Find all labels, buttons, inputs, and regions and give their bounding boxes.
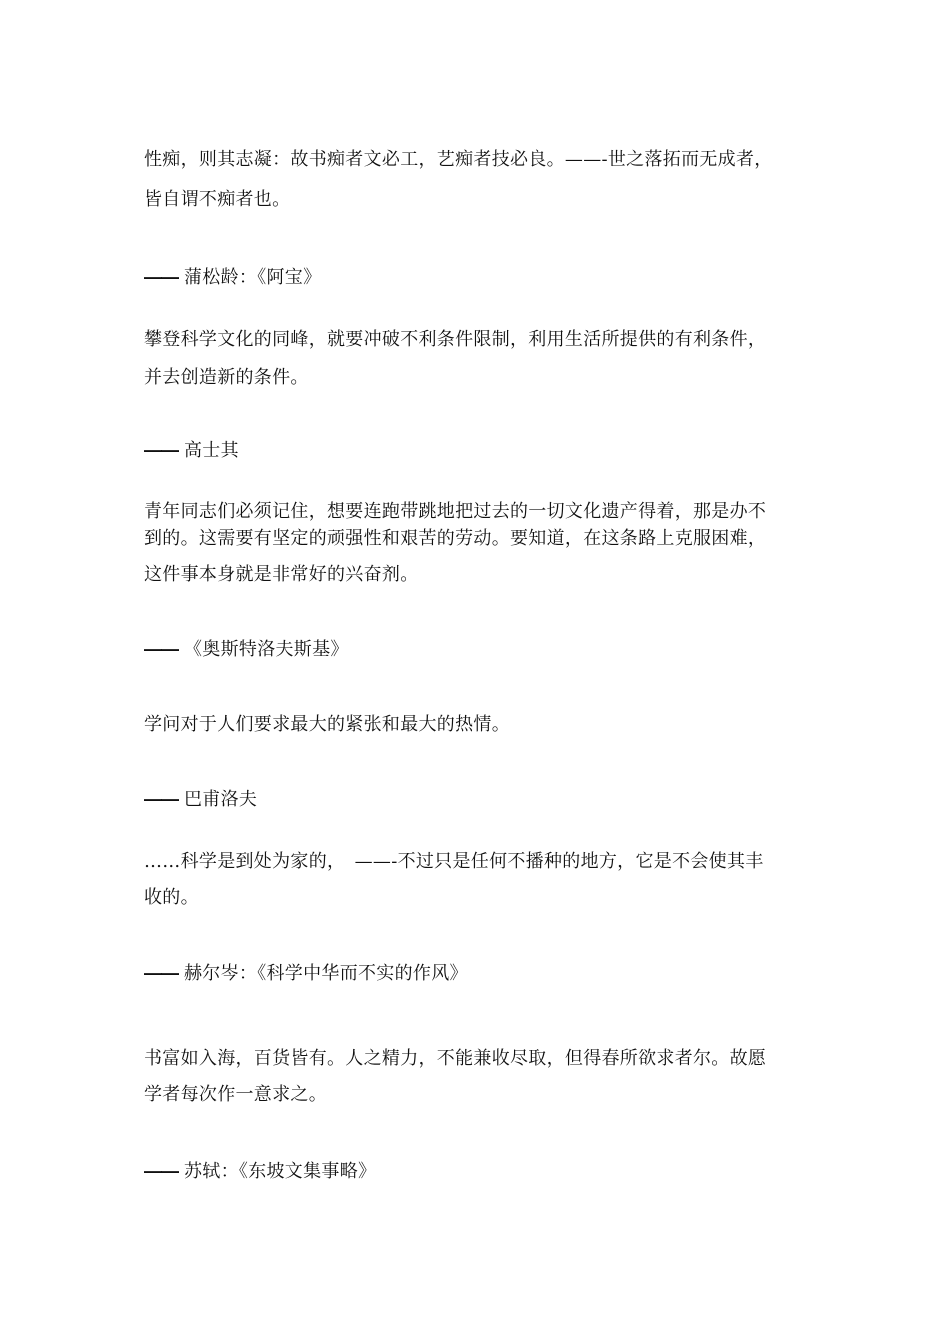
attribution-source: 《奥斯特洛夫斯基》 bbox=[184, 639, 349, 660]
quote-6-line-1: 书富如入海，百货皆有。人之精力，不能兼收尽取，但得春所欲求者尔。故愿 bbox=[144, 1048, 767, 1069]
attribution-source: 苏轼：《东坡文集事略》 bbox=[184, 1161, 377, 1182]
quote-6-attribution bbox=[144, 1159, 376, 1184]
quote-5-line-1: ……科学是到处为家的， ——-不过只是任何不播种的地方，它是不会使其丰 bbox=[144, 851, 764, 872]
quote-1-line-2: 皆自谓不痴者也。 bbox=[144, 189, 291, 210]
attribution-source: 巴甫洛夫 bbox=[184, 789, 258, 810]
quote-3-attribution bbox=[144, 637, 349, 662]
attribution-source: 赫尔岑：《科学中华而不实的作风》 bbox=[184, 963, 468, 984]
quote-2-line-1: 攀登科学文化的同峰，就要冲破不利条件限制，利用生活所提供的有利条件， bbox=[144, 329, 767, 350]
attribution-dash: —— bbox=[144, 440, 178, 460]
quote-2-attribution bbox=[144, 438, 239, 463]
quote-1-attribution bbox=[144, 265, 321, 290]
attribution-dash: —— bbox=[144, 267, 178, 287]
quote-1-line-1: 性痴，则其志凝：故书痴者文必工，艺痴者技必良。——-世之落拓而无成者， bbox=[144, 149, 773, 170]
quote-3-line-3: 这件事本身就是非常好的兴奋剂。 bbox=[144, 564, 419, 585]
quote-4-line-1: 学问对于人们要求最大的紧张和最大的热情。 bbox=[144, 714, 510, 735]
quote-5-attribution bbox=[144, 961, 468, 986]
quote-5-line-2: 收的。 bbox=[144, 887, 199, 908]
attribution-dash: —— bbox=[144, 963, 178, 983]
quote-3-line-2: 到的。这需要有坚定的顽强性和艰苦的劳动。要知道，在这条路上克服困难， bbox=[144, 528, 767, 549]
quote-2-line-2: 并去创造新的条件。 bbox=[144, 367, 309, 388]
quote-6-line-2: 学者每次作一意求之。 bbox=[144, 1084, 327, 1105]
attribution-source: 高士其 bbox=[184, 440, 239, 461]
attribution-dash: —— bbox=[144, 1161, 178, 1181]
quote-4-attribution bbox=[144, 787, 257, 812]
attribution-dash: —— bbox=[144, 789, 178, 809]
quote-3-line-1: 青年同志们必须记住，想要连跑带跳地把过去的一切文化遗产得着，那是办不 bbox=[144, 501, 767, 522]
attribution-dash: —— bbox=[144, 639, 178, 659]
attribution-source: 蒲松龄：《阿宝》 bbox=[184, 267, 322, 288]
